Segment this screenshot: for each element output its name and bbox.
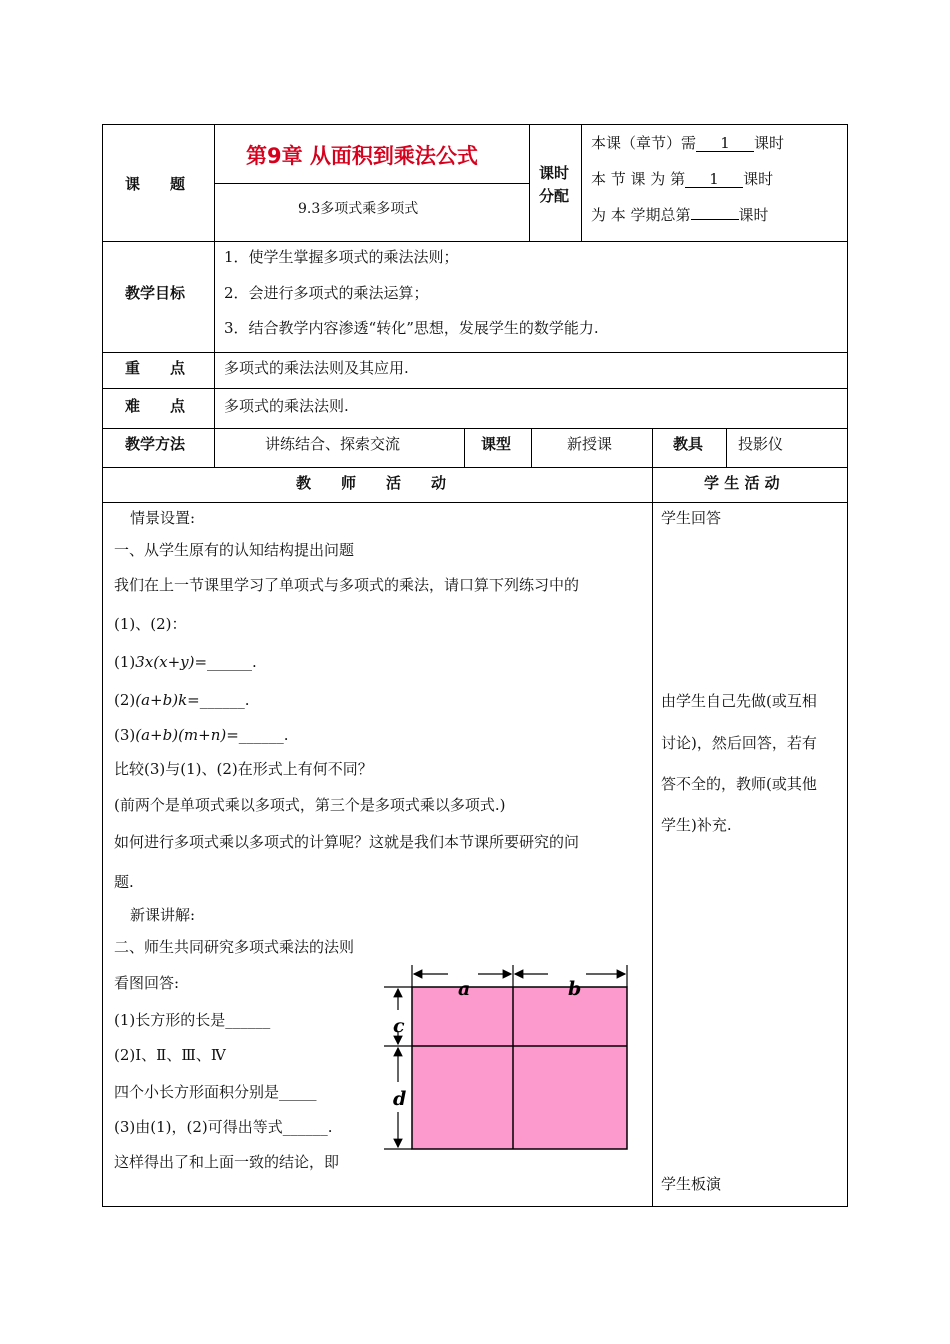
- hours-label-1: 课时: [539, 164, 570, 182]
- intro-text: 情景设置:: [130, 509, 196, 527]
- lesson-type-label: 课型: [481, 435, 512, 453]
- method-value: 讲练结合、探索交流: [265, 435, 401, 453]
- difficulty-text: 多项式的乘法法则.: [224, 397, 349, 415]
- question-heading: 一、从学生原有的认知结构提出问题: [114, 541, 355, 559]
- lesson-type-value: 新授课: [567, 435, 613, 453]
- method-label: 教学方法: [125, 435, 186, 453]
- hours-line-2: 本 节 课 为 第 1 课时: [591, 170, 774, 188]
- label-d: d: [393, 1088, 407, 1110]
- section-title: 9.3多项式乘多项式: [298, 201, 419, 217]
- hours-line-3: 为 本 学期总第 课时: [591, 206, 769, 224]
- how-text: 题.: [114, 873, 134, 891]
- label-b: b: [568, 978, 582, 1000]
- how-text: 如何进行多项式乘以多项式的计算呢？这就是我们本节课所要研究的问: [114, 833, 580, 851]
- goal-item: 1．使学生掌握多项式的乘法法则；: [224, 248, 459, 266]
- area-diagram: [378, 960, 640, 1156]
- hours-line-1: 本课（章节）需 1 课时: [591, 134, 785, 152]
- tools-label: 教具: [673, 435, 704, 453]
- student-note-2: 由学生自己先做(或互相: [661, 692, 817, 710]
- exercise-2: (2)(a+b)k=______.: [114, 691, 250, 709]
- look-text: 看图回答:: [114, 974, 180, 992]
- student-note-1: 学生回答: [661, 509, 722, 527]
- new-lesson-text: 新课讲解:: [130, 906, 196, 924]
- chapter-title: 第9章 从面积到乘法公式: [246, 144, 478, 168]
- exercise-3: (3)(a+b)(m+n)=______.: [114, 726, 289, 744]
- topic-label: 课 题: [125, 175, 186, 193]
- difficulty-label: 难 点: [125, 397, 186, 415]
- label-a: a: [458, 978, 471, 1000]
- rectangle-area: [412, 987, 627, 1149]
- student-note-2: 学生)补充.: [661, 816, 732, 834]
- key-point-label: 重 点: [125, 359, 186, 377]
- question-1: (1)长方形的长是______: [114, 1011, 271, 1029]
- question-text: 我们在上一节课里学习了单项式与多项式的乘法，请口算下列练习中的: [114, 576, 580, 594]
- question-2: (2)Ⅰ、Ⅱ、Ⅲ、Ⅳ: [114, 1046, 226, 1064]
- question-2-cont: 四个小长方形面积分别是_____: [114, 1083, 317, 1101]
- compare-text: 比较(3)与(1)、(2)在形式上有何不同？: [114, 760, 373, 778]
- question-3: (3)由(1)，(2)可得出等式______.: [114, 1118, 333, 1136]
- student-note-3: 学生板演: [661, 1175, 722, 1193]
- section-2-heading: 二、师生共同研究多项式乘法的法则: [114, 938, 355, 956]
- goals-label: 教学目标: [125, 284, 186, 302]
- hours-label-2: 分配: [539, 187, 570, 205]
- goal-item: 2．会进行多项式的乘法运算；: [224, 284, 429, 302]
- key-point-text: 多项式的乘法法则及其应用.: [224, 359, 409, 377]
- student-note-2: 答不全的，教师(或其他: [661, 775, 817, 793]
- exercise-1: (1)3x(x+y)=______.: [114, 653, 257, 671]
- note-text: (前两个是单项式乘以多项式，第三个是多项式乘以多项式.): [114, 796, 506, 814]
- teacher-activity-header: 教 师 活 动: [296, 474, 447, 492]
- question-text: (1)、(2)：: [114, 615, 187, 633]
- label-c: c: [393, 1015, 405, 1037]
- student-activity-header: 学 生 活 动: [704, 474, 780, 492]
- tools-value: 投影仪: [738, 435, 784, 453]
- goal-item: 3．结合教学内容渗透“转化”思想，发展学生的数学能力.: [224, 319, 599, 337]
- student-note-2: 讨论)，然后回答，若有: [661, 734, 817, 752]
- conclusion-text: 这样得出了和上面一致的结论，即: [114, 1153, 340, 1171]
